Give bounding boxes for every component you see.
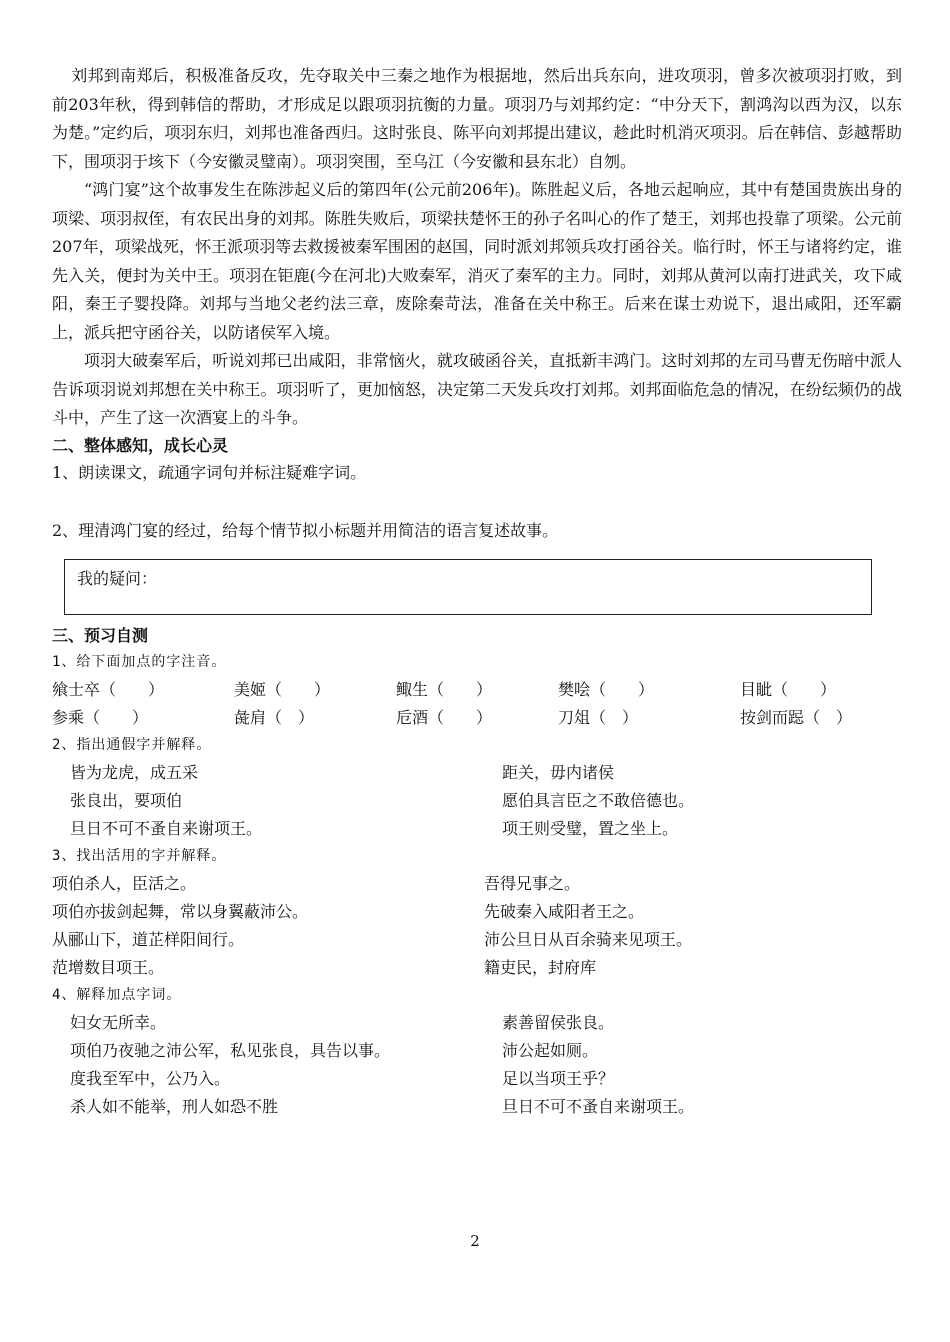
huoyong-item: 范增数目项王。: [52, 957, 165, 977]
section-3-question-1: 1、给下面加点的字注音。: [52, 653, 227, 670]
tongjia-item: 张良出，要项伯: [70, 790, 183, 810]
tongjia-item: 项王则受璧，置之坐上。: [502, 818, 679, 838]
section-3-question-4: 4、解释加点字词。: [52, 986, 182, 1003]
huoyong-item: 项伯亦拔剑起舞，常以身翼蔽沛公。: [52, 901, 309, 921]
page-number: 2: [470, 1232, 480, 1250]
huoyong-item: 先破秦入咸阳者王之。: [484, 901, 645, 921]
pinyin-item: 彘肩（ ）: [234, 707, 315, 727]
jieshi-item: 沛公起如厕。: [502, 1040, 599, 1060]
jieshi-item: 素善留侯张良。: [502, 1012, 615, 1032]
pinyin-item: 飨士卒（ ）: [52, 679, 165, 699]
jieshi-list: [52, 1009, 902, 1121]
huoyong-item: 从郦山下，道芷样阳间行。: [52, 929, 245, 949]
section-3-question-3: 3、找出活用的字并解释。: [52, 847, 227, 864]
section-2-title: 二、整体感知，成长心灵: [52, 435, 229, 455]
jieshi-item: 杀人如不能举，刑人如恐不胜: [70, 1096, 279, 1116]
pinyin-item: 樊哙（ ）: [558, 679, 655, 699]
my-questions-box[interactable]: [64, 559, 872, 615]
jieshi-item: 度我至军中，公乃入。: [70, 1068, 231, 1088]
spacer: [52, 487, 902, 517]
tongjia-item: 距关，毋内诸侯: [502, 762, 615, 782]
pinyin-row-1: [52, 676, 902, 704]
huoyong-item: 沛公旦日从百余骑来见项王。: [484, 929, 693, 949]
jieshi-item: 项伯乃夜驰之沛公军，私见张良，具告以事。: [70, 1040, 391, 1060]
tongjia-item: 愿伯具言臣之不敢倍德也。: [502, 790, 695, 810]
section-2-question-1: 1、朗读课文，疏通字词句并标注疑难字词。: [52, 462, 367, 482]
pinyin-item: 按剑而跽（ ）: [740, 707, 853, 727]
section-3-question-2: 2、指出通假字并解释。: [52, 736, 212, 753]
pinyin-item: 参乘（ ）: [52, 707, 149, 727]
tongjia-item: 旦日不可不蚤自来谢项王。: [70, 818, 263, 838]
pinyin-item: 鲰生（ ）: [396, 679, 493, 699]
jieshi-item: 足以当项王乎？: [502, 1068, 615, 1088]
jieshi-item: 旦日不可不蚤自来谢项王。: [502, 1096, 695, 1116]
pinyin-item: 美姬（ ）: [234, 679, 331, 699]
tongjia-list: [52, 759, 902, 843]
my-questions-label: 我的疑问：: [77, 568, 158, 588]
jieshi-item: 妇女无所幸。: [70, 1012, 167, 1032]
huoyong-item: 籍吏民，封府库: [484, 957, 597, 977]
pinyin-item: 刀俎（ ）: [558, 707, 639, 727]
intro-paragraph-1: 刘邦到南郑后，积极准备反攻，先夺取关中三秦之地作为根据地，然后出兵东向，进攻项羽，曾多次被项羽打败，到前203年秋，得到韩信的帮助，才形成足以跟项羽抗衡的力量。项羽乃与刘邦约定：“中分天下，割鸿沟以西为汉，以东为楚。”定约后，项羽东归，刘邦也准备西归。这时张良、陈平向刘邦提出建议，趁此时机消灭项羽。后在韩信、彭越帮助下，围项羽于垓下（今安徽灵璧南）。项羽突围，至乌江（今安徽和县东北）自刎。: [52, 66, 902, 171]
huoyong-item: 吾得兄事之。: [484, 873, 581, 893]
tongjia-item: 皆为龙虎，成五采: [70, 762, 199, 782]
document-page: [52, 62, 902, 1121]
pinyin-item: 卮酒（ ）: [396, 707, 493, 727]
intro-paragraph-3: 项羽大破秦军后，听说刘邦已出咸阳，非常恼火，就攻破函谷关，直抵新丰鸿门。这时刘邦的左司马曹无伤暗中派人告诉项羽说刘邦想在关中称王。项羽听了，更加恼怒，决定第二天发兵攻打刘邦。刘邦面临危急的情况，在纷纭频仍的战斗中，产生了这一次酒宴上的斗争。: [52, 351, 902, 427]
pinyin-row-2: [52, 704, 902, 732]
section-2-question-2: 2、理清鸿门宴的经过，给每个情节拟小标题并用简洁的语言复述故事。: [52, 520, 559, 540]
intro-paragraph-2: “鸿门宴”这个故事发生在陈涉起义后的第四年(公元前206年)。陈胜起义后，各地云起响应，其中有楚国贵族出身的项梁、项羽叔侄，有农民出身的刘邦。陈胜失败后，项梁扶楚怀王的孙子名叫心的作了楚王，刘邦也投靠了项梁。公元前207年，项梁战死，怀王派项羽等去救援被秦军围困的赵国，同时派刘邦领兵攻打函谷关。临行时，怀王与诸将约定，谁先入关，便封为关中王。项羽在钜鹿(今在河北)大败秦军，消灭了秦军的主力。同时，刘邦从黄河以南打进武关，攻下咸阳，秦王子婴投降。刘邦与当地父老约法三章，废除秦苛法，准备在关中称王。后来在谋士劝说下，退出咸阳，还军霸上，派兵把守函谷关，以防诸侯军入境。: [52, 180, 902, 342]
pinyin-item: 目眦（ ）: [740, 679, 837, 699]
huoyong-item: 项伯杀人，臣活之。: [52, 873, 197, 893]
huoyong-list: [52, 870, 902, 982]
section-3-title: 三、预习自测: [52, 625, 149, 645]
